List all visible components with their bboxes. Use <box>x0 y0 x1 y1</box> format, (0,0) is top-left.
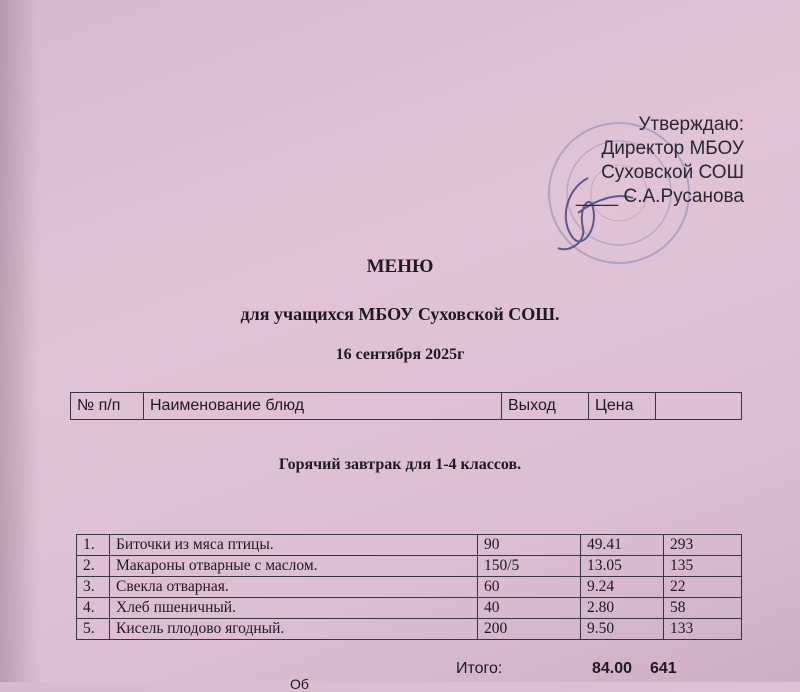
total-kcal: 641 <box>650 660 677 677</box>
item-kcal: 22 <box>664 577 742 598</box>
item-price: 9.50 <box>581 619 664 640</box>
item-name: Биточки из мяса птицы. <box>110 535 478 556</box>
item-number: 2. <box>77 556 110 577</box>
table-row <box>77 619 742 640</box>
document-date: 16 сентября 2025г <box>335 346 465 363</box>
item-output: 40 <box>478 598 581 619</box>
item-price: 13.05 <box>581 556 664 577</box>
item-kcal: 135 <box>664 556 742 577</box>
approval-line: Директор МБОУ <box>601 138 744 159</box>
item-output: 150/5 <box>478 556 581 577</box>
item-kcal: 293 <box>664 535 742 556</box>
header-cell-output: Выход <box>502 393 589 420</box>
approval-signer-line <box>576 185 744 209</box>
header-table <box>70 392 742 420</box>
table-row <box>77 535 742 556</box>
total-label: Итого: <box>456 660 503 677</box>
document-subtitle: для учащихся МБОУ Суховской СОШ. <box>240 304 560 324</box>
header-row <box>71 393 742 420</box>
item-output: 200 <box>478 619 581 640</box>
item-output: 90 <box>478 535 581 556</box>
menu-items-table <box>76 534 742 640</box>
table-row <box>77 556 742 577</box>
item-number: 1. <box>77 535 110 556</box>
item-price: 9.24 <box>581 577 664 598</box>
approval-line: Утверждаю: <box>638 114 744 135</box>
approval-line: Суховской СОШ <box>601 162 744 183</box>
item-number: 3. <box>77 577 110 598</box>
header-cell-empty <box>656 393 742 420</box>
table-row <box>77 598 742 619</box>
header-cell-number: № п/п <box>71 393 144 420</box>
item-output: 60 <box>478 577 581 598</box>
item-name: Свекла отварная. <box>110 577 478 598</box>
approval-block <box>576 113 744 209</box>
item-name: Макароны отварные с маслом. <box>110 556 478 577</box>
footer-cut-text: Об <box>290 676 309 692</box>
page-edge-shadow <box>0 0 40 682</box>
item-kcal: 58 <box>664 598 742 619</box>
signature-blank: ____ <box>575 186 619 207</box>
item-number: 5. <box>77 619 110 640</box>
document-title: МЕНЮ <box>366 256 434 277</box>
header-cell-name: Наименование блюд <box>144 393 502 420</box>
item-price: 2.80 <box>581 598 664 619</box>
item-number: 4. <box>77 598 110 619</box>
item-name: Кисель плодово ягодный. <box>110 619 478 640</box>
table-row <box>77 577 742 598</box>
section-title: Горячий завтрак для 1-4 классов. <box>278 456 522 473</box>
item-kcal: 133 <box>664 619 742 640</box>
item-name: Хлеб пшеничный. <box>110 598 478 619</box>
item-price: 49.41 <box>581 535 664 556</box>
signer-name: С.А.Русанова <box>623 186 744 207</box>
header-cell-price: Цена <box>589 393 656 420</box>
total-price: 84.00 <box>592 660 633 677</box>
